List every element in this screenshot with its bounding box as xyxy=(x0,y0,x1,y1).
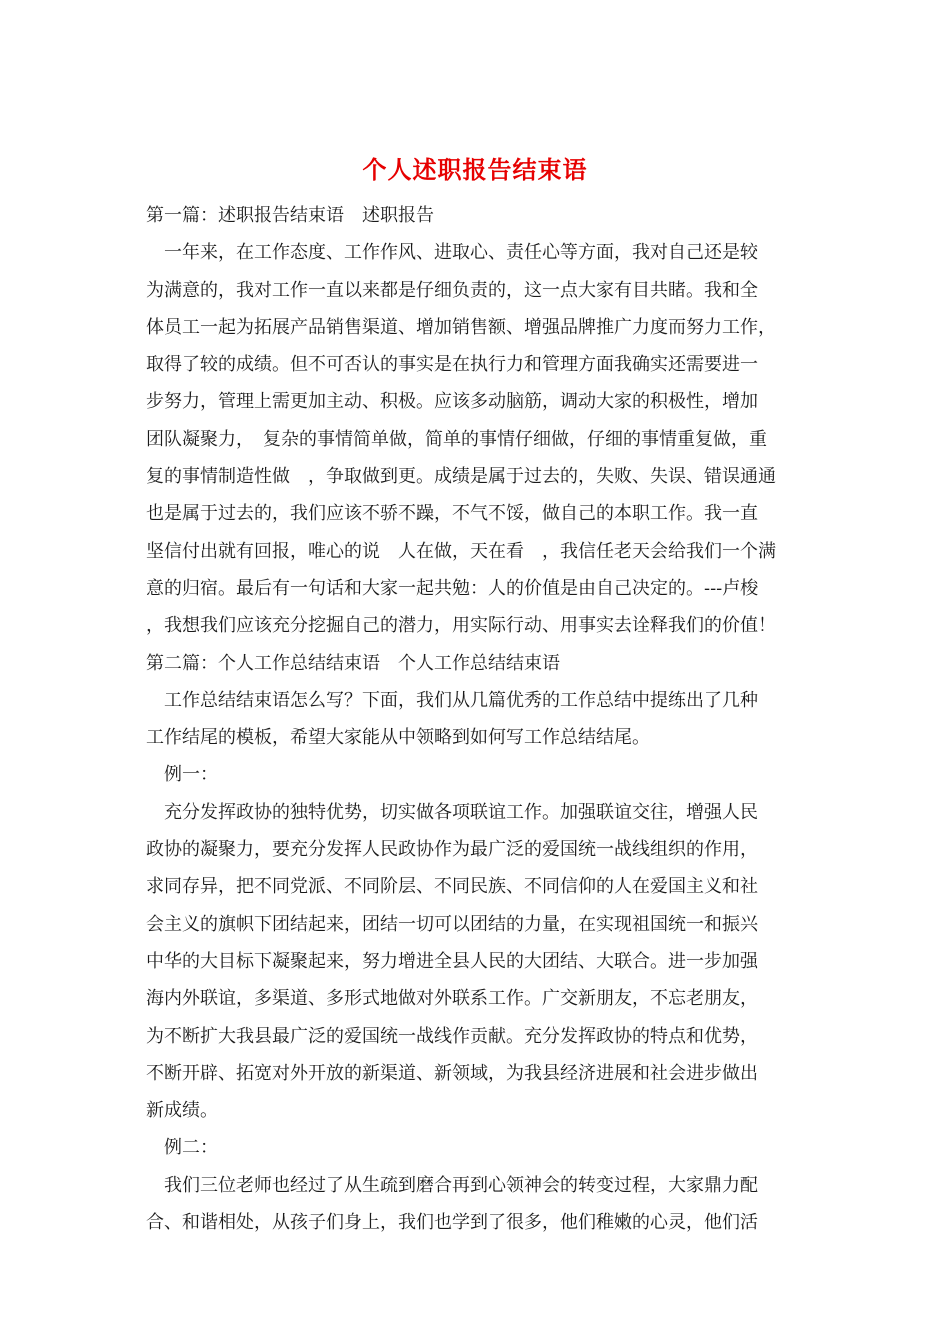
paragraph-line: 我们三位老师也经过了从生疏到磨合再到心领神会的转变过程，大家鼎力配 xyxy=(164,1174,758,1196)
paragraph-line: 新成绩。 xyxy=(146,1100,218,1122)
paragraph-line: 求同存异，把不同党派、不同阶层、不同民族、不同信仰的人在爱国主义和社 xyxy=(146,876,758,898)
paragraph-line: 体员工一起为拓展产品销售渠道、增加销售额、增强品牌推广力度而努力工作， xyxy=(146,316,776,338)
paragraph-line: 为满意的，我对工作一直以来都是仔细负责的，这一点大家有目共睹。我和全 xyxy=(146,279,758,301)
paragraph-line: 政协的凝聚力，要充分发挥人民政协作为最广泛的爱国统一战线组织的作用， xyxy=(146,839,758,861)
paragraph-line: 合、和谐相处，从孩子们身上，我们也学到了很多，他们稚嫩的心灵，他们活 xyxy=(146,1212,758,1234)
paragraph-line: 一年来，在工作态度、工作作风、进取心、责任心等方面，我对自己还是较 xyxy=(164,242,758,264)
paragraph-line: 工作总结结束语怎么写？下面，我们从几篇优秀的工作总结中提练出了几种 xyxy=(164,689,758,711)
example-label-2: 例二： xyxy=(164,1137,218,1159)
paragraph-line: 会主义的旗帜下团结起来，团结一切可以团结的力量，在实现祖国统一和振兴 xyxy=(146,913,758,935)
paragraph-line: 复的事情制造性做 ，争取做到更。成绩是属于过去的，失败、失误、错误通通 xyxy=(146,466,776,488)
paragraph-line: 为不断扩大我县最广泛的爱国统一战线作贡献。充分发挥政协的特点和优势， xyxy=(146,1025,758,1047)
paragraph-line: 取得了较的成绩。但不可否认的事实是在执行力和管理方面我确实还需要进一 xyxy=(146,354,758,376)
paragraph-line: 步努力，管理上需更加主动、积极。应该多动脑筋，调动大家的积极性，增加 xyxy=(146,391,758,413)
paragraph-line: 海内外联谊，多渠道、多形式地做对外联系工作。广交新朋友，不忘老朋友， xyxy=(146,988,758,1010)
paragraph-line: 也是属于过去的，我们应该不骄不躁，不气不馁，做自己的本职工作。我一直 xyxy=(146,503,758,525)
section-heading-1: 第一篇：述职报告结束语 述职报告 xyxy=(146,205,434,226)
document-body xyxy=(146,197,808,1241)
paragraph-line: 意的归宿。最后有一句话和大家一起共勉：人的价值是由自己决定的。---卢梭 xyxy=(146,577,759,599)
paragraph-line: ，我想我们应该充分挖掘自己的潜力，用实际行动、用事实去诠释我们的价值！ xyxy=(146,615,776,637)
paragraph-line: 工作结尾的模板，希望大家能从中领略到如何写工作总结结尾。 xyxy=(146,727,650,749)
paragraph-line: 不断开辟、拓宽对外开放的新渠道、新领域，为我县经济进展和社会进步做出 xyxy=(146,1062,758,1084)
document-title: 个人述职报告结束语 xyxy=(362,155,588,184)
example-label-1: 例一： xyxy=(164,764,218,786)
paragraph-line: 坚信付出就有回报，唯心的说 人在做，天在看 ，我信任老天会给我们一个满 xyxy=(146,540,776,562)
section-heading-2: 第二篇：个人工作总结结束语 个人工作总结结束语 xyxy=(146,652,560,674)
paragraph-line: 中华的大目标下凝聚起来，努力增进全县人民的大团结、大联合。进一步加强 xyxy=(146,950,758,972)
paragraph-line: 团队凝聚力， 复杂的事情简单做，简单的事情仔细做，仔细的事情重复做，重 xyxy=(146,428,767,450)
paragraph-line: 充分发挥政协的独特优势，切实做各项联谊工作。加强联谊交往，增强人民 xyxy=(164,801,758,823)
